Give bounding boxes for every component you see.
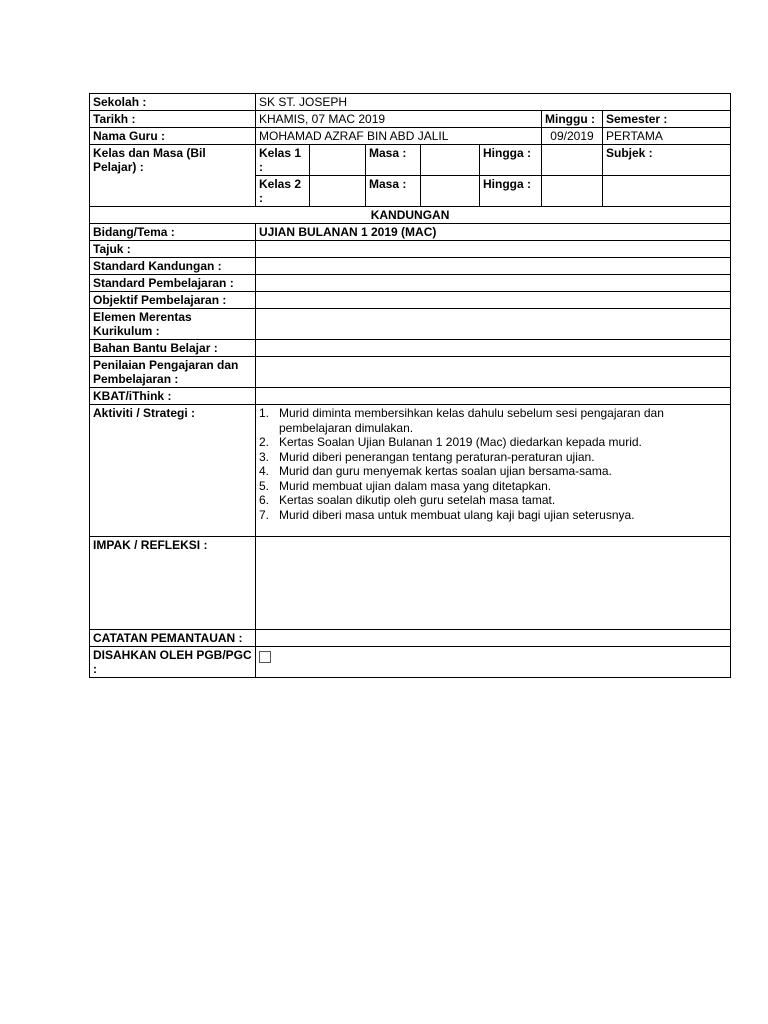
sekolah-label: Sekolah : — [90, 94, 256, 111]
catatan-value[interactable] — [256, 630, 731, 647]
tarikh-label: Tarikh : — [90, 111, 256, 128]
standard-pembelajaran-label: Standard Pembelajaran : — [90, 275, 256, 292]
masa-2-label: Masa : — [366, 176, 421, 207]
aktiviti-item-number: 3. — [259, 449, 270, 464]
disahkan-value — [256, 647, 731, 678]
tajuk-label: Tajuk : — [90, 241, 256, 258]
aktiviti-item-text: Kertas Soalan Ujian Bulanan 1 2019 (Mac) diedarkan kepada murid. — [279, 435, 642, 449]
row-sekolah — [90, 94, 731, 111]
aktiviti-label: Aktiviti / Strategi : — [90, 405, 256, 537]
row-tarikh — [90, 111, 731, 128]
row-bidang — [90, 224, 731, 241]
hingga-2-value[interactable] — [542, 176, 603, 207]
row-disahkan — [90, 647, 731, 678]
impak-label: IMPAK / REFLEKSI : — [90, 537, 256, 630]
kelas-1-value[interactable] — [310, 145, 366, 176]
semester-label: Semester : — [603, 111, 731, 128]
tarikh-value[interactable]: KHAMIS, 07 MAC 2019 — [256, 111, 542, 128]
aktiviti-value[interactable] — [256, 405, 731, 537]
row-standard-pembelajaran — [90, 275, 731, 292]
row-kbat — [90, 388, 731, 405]
aktiviti-item-number: 6. — [259, 493, 270, 507]
subjek-value[interactable] — [603, 176, 731, 207]
tajuk-value[interactable] — [256, 241, 731, 258]
kelas-1-label: Kelas 1 : — [256, 145, 310, 176]
aktiviti-item — [259, 464, 727, 479]
masa-2-value[interactable] — [421, 176, 480, 207]
aktiviti-item-text: Murid diminta membersihkan kelas dahulu sebelum sesi pengajaran dan pembelajaran dimulakan. — [279, 406, 664, 435]
aktiviti-item — [259, 479, 727, 494]
aktiviti-item — [259, 450, 727, 465]
standard-kandungan-value[interactable] — [256, 258, 731, 275]
row-catatan — [90, 630, 731, 647]
row-impak — [90, 537, 731, 630]
row-kelas-1 — [90, 145, 731, 176]
bidang-label: Bidang/Tema : — [90, 224, 256, 241]
aktiviti-item — [259, 493, 727, 508]
kelas-2-value[interactable] — [310, 176, 366, 207]
row-elemen — [90, 309, 731, 340]
aktiviti-item — [259, 435, 727, 450]
hingga-2-label: Hingga : — [480, 176, 542, 207]
row-penilaian — [90, 357, 731, 388]
kandungan-header: KANDUNGAN — [90, 207, 731, 224]
aktiviti-item-number: 7. — [259, 507, 270, 522]
bahan-label: Bahan Bantu Belajar : — [90, 340, 256, 357]
row-tajuk — [90, 241, 731, 258]
objektif-value[interactable] — [256, 292, 731, 309]
penilaian-label: Penilaian Pengajaran dan Pembelajaran : — [90, 357, 256, 388]
row-standard-kandungan — [90, 258, 731, 275]
elemen-label: Elemen Merentas Kurikulum : — [90, 309, 256, 340]
aktiviti-item-text: Murid dan guru menyemak kertas soalan ujian bersama-sama. — [279, 464, 612, 478]
masa-1-label: Masa : — [366, 145, 421, 176]
kbat-value[interactable] — [256, 388, 731, 405]
kbat-label: KBAT/iThink : — [90, 388, 256, 405]
catatan-label: CATATAN PEMANTAUAN : — [90, 630, 256, 647]
minggu-label: Minggu : — [542, 111, 603, 128]
lesson-plan-form — [89, 93, 730, 678]
disahkan-label: DISAHKAN OLEH PGB/PGC : — [90, 647, 256, 678]
standard-kandungan-label: Standard Kandungan : — [90, 258, 256, 275]
aktiviti-item-text: Murid membuat ujian dalam masa yang ditetapkan. — [279, 478, 552, 493]
aktiviti-item-number: 1. — [259, 406, 270, 420]
row-bahan — [90, 340, 731, 357]
lesson-plan-table — [89, 93, 731, 678]
aktiviti-item-text: Murid diberi masa untuk membuat ulang kaji bagi ujian seterusnya. — [279, 507, 635, 522]
nama-guru-label: Nama Guru : — [90, 128, 256, 145]
semester-value[interactable]: PERTAMA — [603, 128, 731, 145]
row-objektif — [90, 292, 731, 309]
row-aktiviti — [90, 405, 731, 537]
aktiviti-item — [259, 508, 727, 523]
nama-guru-value[interactable]: MOHAMAD AZRAF BIN ABD JALIL — [256, 128, 542, 145]
impak-value[interactable] — [256, 537, 731, 630]
minggu-value[interactable]: 09/2019 — [542, 128, 603, 145]
objektif-label: Objektif Pembelajaran : — [90, 292, 256, 309]
hingga-1-value[interactable] — [542, 145, 603, 176]
row-kandungan — [90, 207, 731, 224]
aktiviti-item-text: Kertas soalan dikutip oleh guru setelah masa tamat. — [279, 493, 556, 507]
penilaian-value[interactable] — [256, 357, 731, 388]
disahkan-checkbox[interactable] — [259, 651, 271, 663]
row-nama-guru — [90, 128, 731, 145]
aktiviti-item — [259, 406, 727, 435]
kelas-masa-label: Kelas dan Masa (Bil Pelajar) : — [90, 145, 256, 207]
kelas-2-label: Kelas 2 : — [256, 176, 310, 207]
elemen-value[interactable] — [256, 309, 731, 340]
aktiviti-item-number: 4. — [259, 464, 270, 478]
standard-pembelajaran-value[interactable] — [256, 275, 731, 292]
aktiviti-list — [259, 406, 727, 522]
bahan-value[interactable] — [256, 340, 731, 357]
subjek-label: Subjek : — [603, 145, 731, 176]
aktiviti-item-text: Murid diberi penerangan tentang peraturan-peraturan ujian. — [279, 449, 595, 464]
hingga-1-label: Hingga : — [480, 145, 542, 176]
bidang-value[interactable]: UJIAN BULANAN 1 2019 (MAC) — [256, 224, 731, 241]
masa-1-value[interactable] — [421, 145, 480, 176]
aktiviti-item-number: 5. — [259, 478, 270, 493]
aktiviti-item-number: 2. — [259, 435, 270, 449]
sekolah-value[interactable]: SK ST. JOSEPH — [256, 94, 731, 111]
